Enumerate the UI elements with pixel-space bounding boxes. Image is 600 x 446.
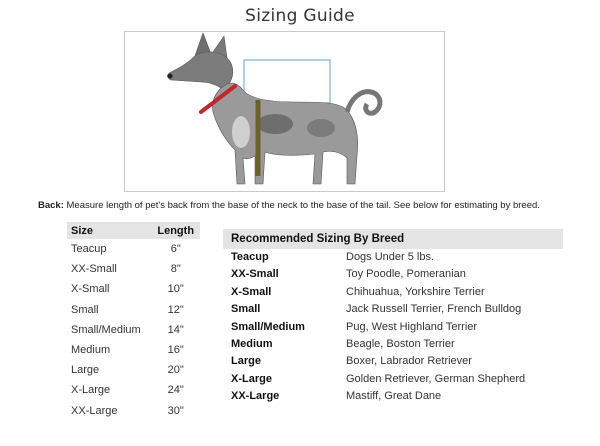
length-cell: 24" [167, 384, 184, 397]
breed-size: Small [231, 303, 261, 316]
breed-table-header: Recommended Sizing By Breed [223, 229, 563, 249]
length-column-header: Length [151, 222, 200, 239]
breed-names: Mastiff, Great Dane [346, 390, 442, 403]
breed-size: Teacup [231, 251, 269, 263]
list-item [223, 284, 563, 301]
breed-size: Medium [231, 337, 273, 350]
length-cell: 20" [167, 364, 184, 377]
table-row [67, 401, 200, 421]
breed-names: Dogs Under 5 lbs. [346, 251, 435, 263]
size-cell: Teacup [71, 243, 107, 256]
back-measure-marker [244, 60, 330, 103]
breed-size: XX-Small [231, 268, 279, 281]
size-cell: Small/Medium [71, 323, 141, 336]
list-item [223, 249, 563, 266]
length-cell: 10" [167, 283, 184, 296]
list-item [223, 301, 563, 318]
size-cell: Medium [71, 344, 111, 357]
dog-silhouette [167, 33, 380, 184]
size-cell: XX-Large [71, 404, 118, 417]
breed-size: Large [231, 355, 261, 368]
size-table-header [67, 222, 200, 239]
breed-names: Beagle, Boston Terrier [346, 337, 455, 350]
table-row [67, 360, 200, 380]
breed-names: Golden Retriever, German Shepherd [346, 372, 526, 385]
list-item [223, 266, 563, 283]
table-row [67, 300, 200, 320]
breed-names: Jack Russell Terrier, French Bulldog [346, 303, 522, 316]
table-row [67, 340, 200, 360]
table-row [67, 279, 200, 299]
list-item [223, 371, 563, 388]
breed-size: XX-Large [231, 390, 280, 403]
back-measurement-caption [38, 200, 578, 211]
breed-size: X-Small [231, 285, 272, 298]
size-cell: XX-Small [71, 263, 117, 276]
breed-names: Boxer, Labrador Retriever [346, 355, 472, 368]
size-cell: Large [71, 364, 100, 377]
size-length-table [67, 222, 200, 421]
length-cell: 12" [167, 303, 184, 316]
list-item [223, 388, 563, 405]
breed-size: Small/Medium [231, 320, 305, 333]
breed-size: X-Large [231, 372, 272, 385]
breed-names: Pug, West Highland Terrier [346, 320, 478, 333]
size-cell: Small [71, 303, 99, 316]
length-cell: 30" [167, 404, 184, 417]
table-row [67, 380, 200, 400]
breed-sizing-table [223, 229, 563, 406]
list-item [223, 319, 563, 336]
list-item [223, 336, 563, 353]
size-column-header: Size [67, 222, 151, 239]
table-row [67, 259, 200, 279]
table-row [67, 320, 200, 340]
breed-names: Chihuahua, Yorkshire Terrier [346, 285, 485, 298]
caption-label: Back: [38, 200, 64, 211]
size-cell: X-Small [71, 283, 110, 296]
length-cell: 14" [167, 323, 184, 336]
page-title: Sizing Guide [245, 6, 355, 26]
breed-names: Toy Poodle, Pomeranian [346, 268, 466, 281]
length-cell: 16" [167, 344, 184, 357]
dog-illustration [125, 32, 444, 191]
table-row [67, 239, 200, 259]
length-cell: 8" [170, 263, 181, 276]
dog-measurement-illustration [124, 31, 445, 192]
length-cell: 6" [170, 243, 181, 256]
size-cell: X-Large [71, 384, 111, 397]
caption-text: Measure length of pet's back from the base of the neck to the base of the tail. See below for estimating by breed. [63, 200, 540, 211]
list-item [223, 353, 563, 370]
